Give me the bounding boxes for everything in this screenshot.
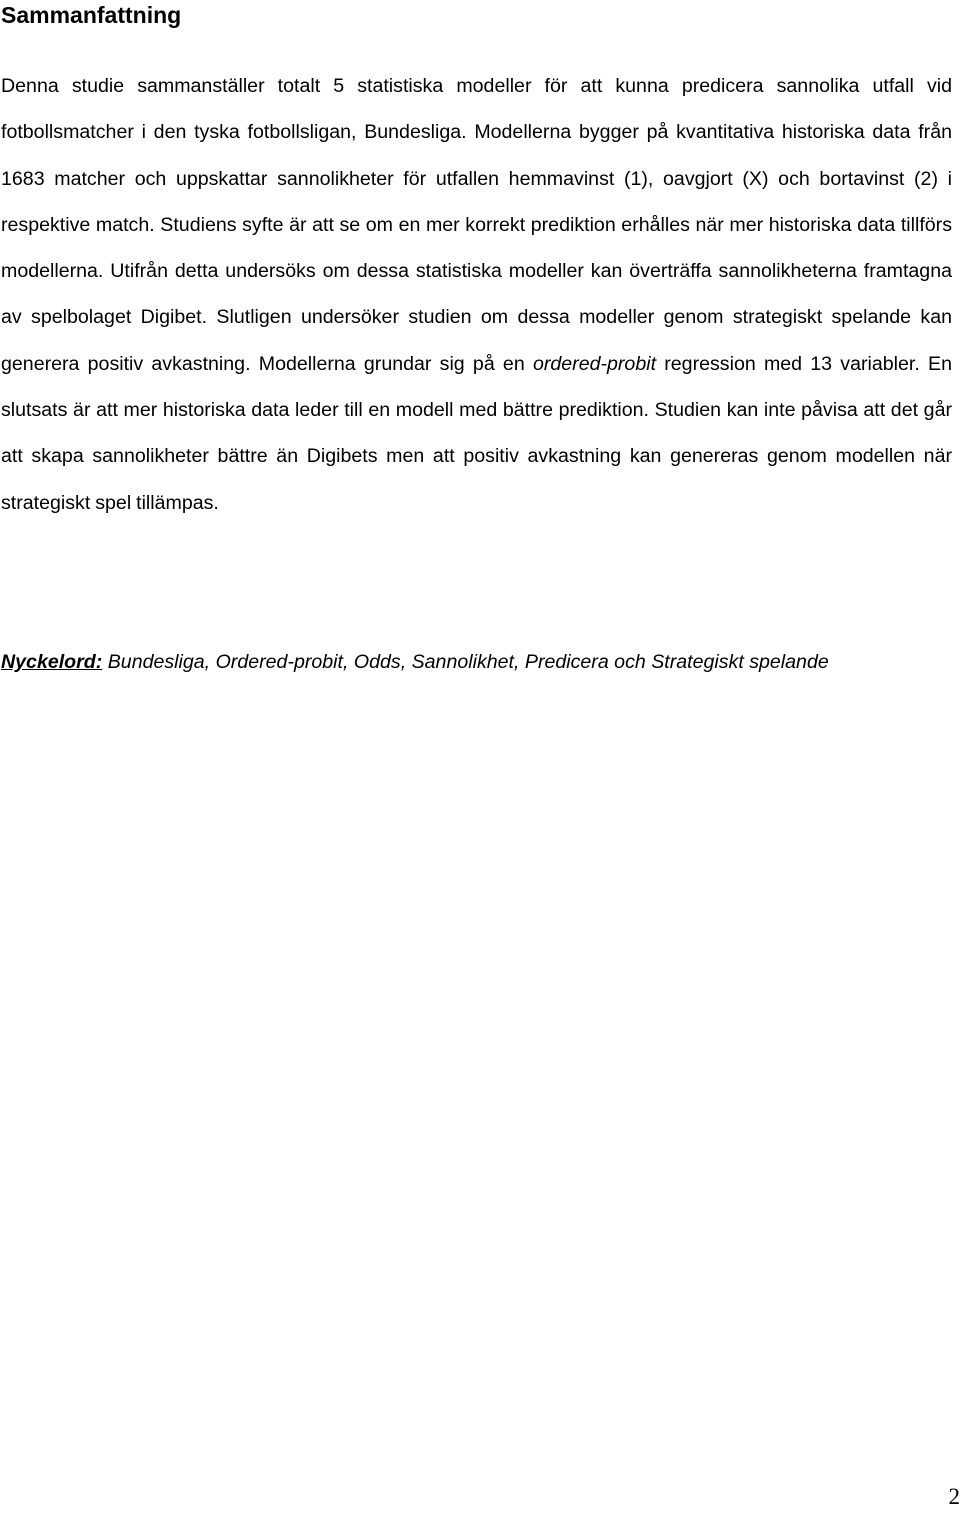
abstract-paragraph [1,63,952,526]
keywords-label: Nyckelord: [1,651,103,673]
abstract-text-part-1: Denna studie sammanställer totalt 5 statistiska modeller för att kunna predicera sannolika utfall vid fotbollsmatcher i den tyska fotbollsligan, Bundesliga. Modellerna bygger på kvantitativa historiska data från 1683 matcher och uppskattar sannolikheter för utfallen hemmavinst (1), oavgjort (X) och bortavinst (2) i respektive match. Studiens syfte är att se om en mer korrekt prediktion erhålles när mer historiska data tillförs modellerna. Utifrån detta undersöks om dessa statistiska modeller kan överträffa sannolikheterna framtagna av spelbolaget Digibet. Slutligen undersöker studien om dessa modeller genom strategiskt spelande kan generera positiv avkastning. Modellerna grundar sig på en [1,75,952,375]
keywords-list: Bundesliga, Ordered-probit, Odds, Sannolikhet, Predicera och Strategiskt spelande [102,651,829,673]
abstract-text-part-2: regression med 13 variabler. En slutsats är att mer historiska data leder till en modell med bättre prediktion. Studien kan inte påvisa att det går att skapa sannolikheter bättre än Digibets men att positiv avkastning kan genereras genom modellen när strategiskt spel tillämpas. [1,352,952,514]
keywords-line [1,645,952,680]
page-number: 2 [948,1484,960,1509]
section-heading: Sammanfattning [1,2,182,28]
abstract-emphasis-term: ordered-probit [532,352,657,375]
